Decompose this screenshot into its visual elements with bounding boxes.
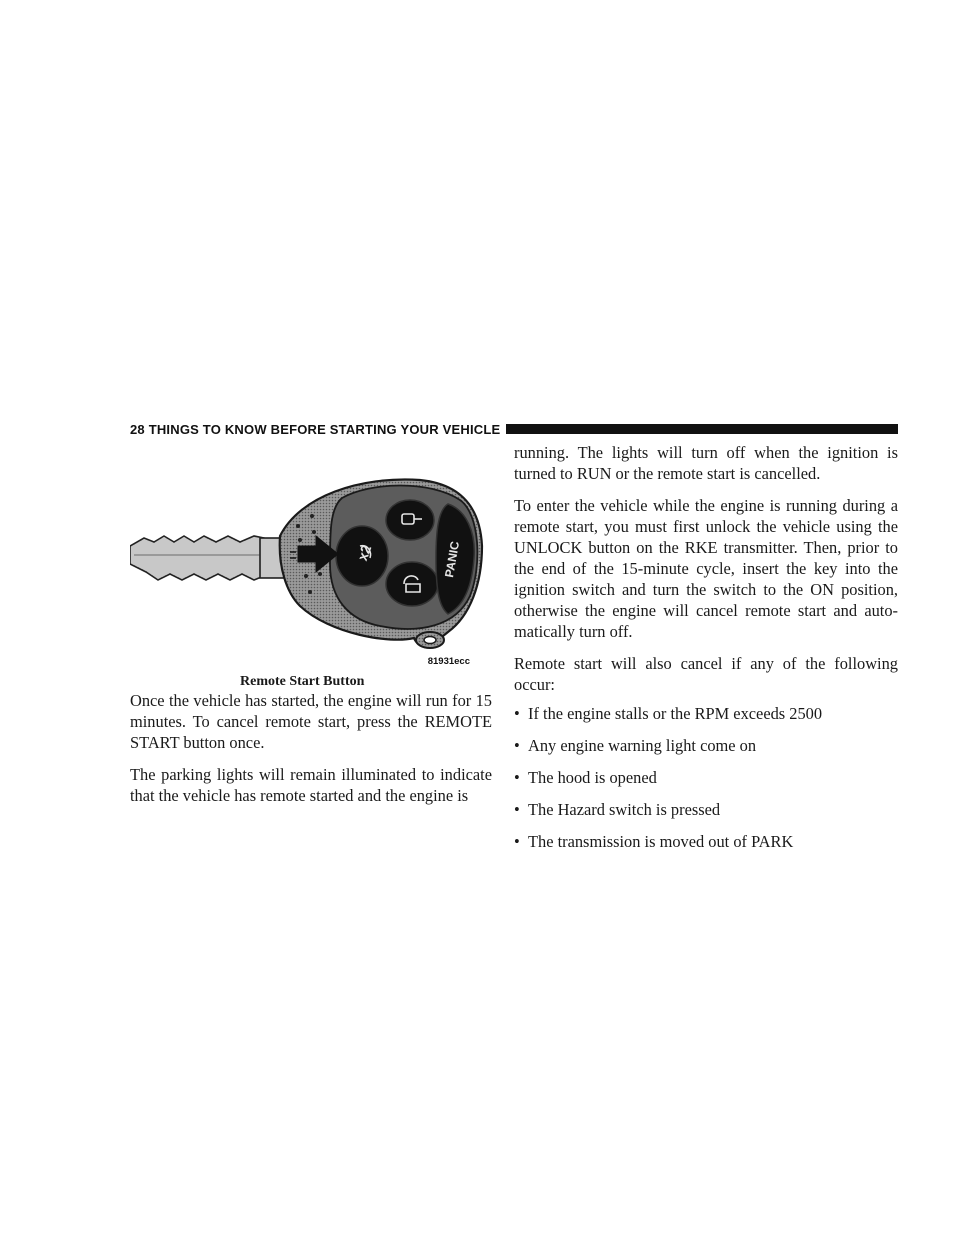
bullet-icon: • xyxy=(514,800,520,819)
section-title: THINGS TO KNOW BEFORE STARTING YOUR VEHICLE xyxy=(148,421,501,437)
list-item-text: If the engine stalls or the RPM exceeds 2500 xyxy=(528,704,823,723)
list-item xyxy=(514,703,898,724)
figure-caption: Remote Start Button xyxy=(240,674,365,689)
key-fob-figure xyxy=(130,466,492,689)
page-header xyxy=(130,420,898,438)
paragraph: To enter the vehicle while the engine is running during a remote start, you must first unlock the vehicle using the UNLOCK button on the RKE transmitter. Then, prior to the end of the 15-minute cycle, insert the key into the ignition switch and turn the switch to the ON position, otherwise the engine will cancel remote start and auto-matically turn off. xyxy=(514,496,898,641)
list-item-text: The Hazard switch is pressed xyxy=(528,800,721,819)
panic-label: PANIC xyxy=(442,540,463,579)
paragraph: Once the vehicle has started, the engine will run for 15 minutes. To cancel remote start, press the REMOTE START button once. xyxy=(130,691,492,752)
page-number: 28 xyxy=(130,421,145,437)
list-item xyxy=(514,735,898,756)
remote-start-label: x2 xyxy=(354,542,375,563)
bullet-icon: • xyxy=(514,768,520,787)
list-item xyxy=(514,831,898,852)
cancel-conditions-list xyxy=(514,703,898,852)
header-rule xyxy=(506,424,898,434)
header-text xyxy=(130,422,500,437)
paragraph: running. The lights will turn off when the ignition is turned to RUN or the remote start is cancelled. xyxy=(514,443,898,483)
right-column xyxy=(514,442,898,863)
figure-code: 81931ecc xyxy=(427,656,470,667)
list-item-text: Any engine warning light come on xyxy=(528,736,757,755)
list-item-text: The hood is opened xyxy=(528,768,657,787)
bullet-icon: • xyxy=(514,736,520,755)
list-item xyxy=(514,799,898,820)
paragraph: The parking lights will remain illuminated to indicate that the vehicle has remote started and the engine is xyxy=(130,765,492,805)
left-column xyxy=(130,466,492,806)
key-blade xyxy=(130,536,264,580)
bullet-icon: • xyxy=(514,832,520,851)
bullet-icon: • xyxy=(514,704,520,723)
paragraph: Remote start will also cancel if any of the following occur: xyxy=(514,654,898,694)
list-item-text: The transmission is moved out of PARK xyxy=(528,832,794,851)
list-item xyxy=(514,767,898,788)
key-fob-illustration xyxy=(130,466,492,676)
lock-button xyxy=(386,500,434,540)
